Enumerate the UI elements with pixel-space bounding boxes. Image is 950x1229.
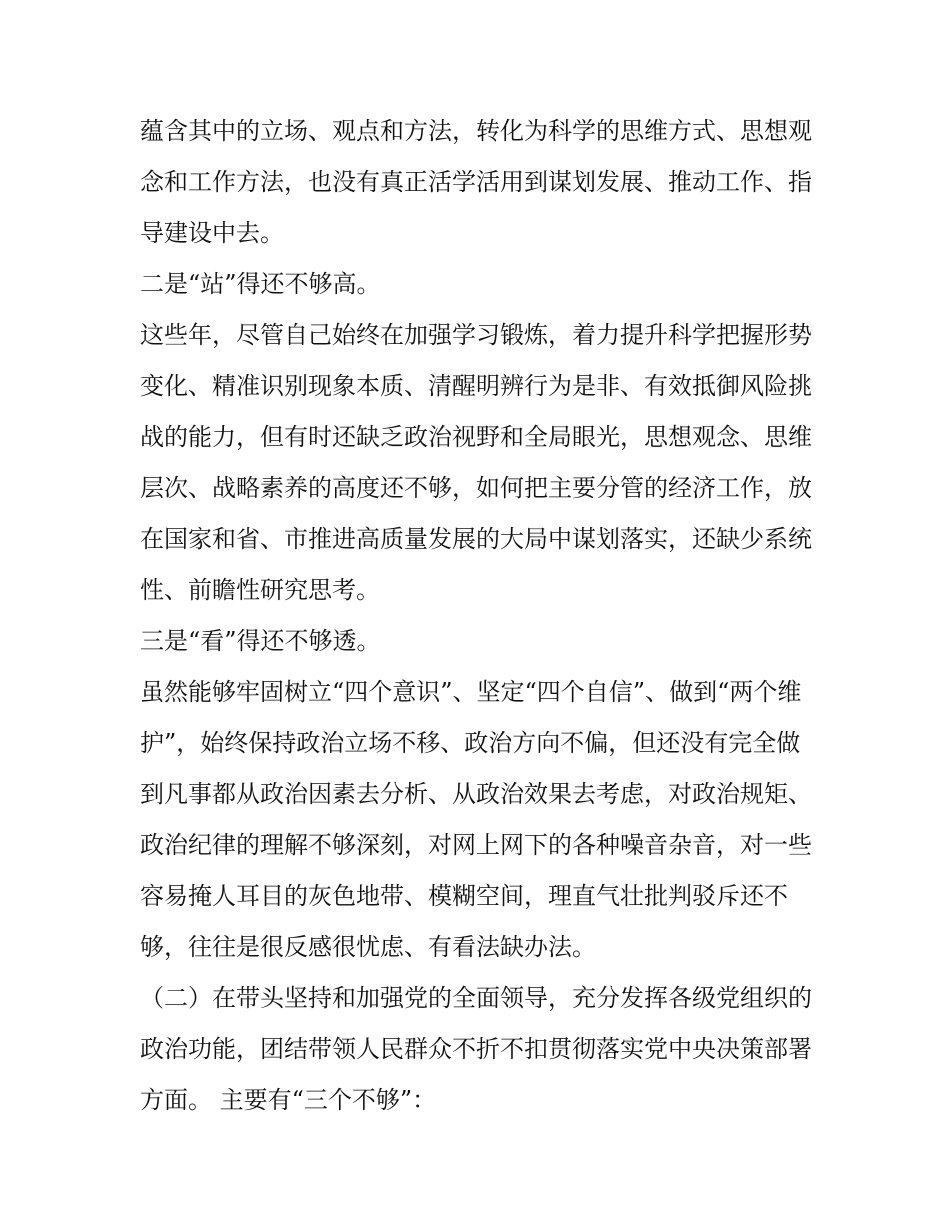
paragraph-heading-two: 二是“站”得还不够高。 bbox=[140, 270, 381, 298]
document-body bbox=[140, 106, 820, 1126]
paragraph-continuation: 蕴含其中的立场、观点和方法，转化为科学的思维方式、思想观念和工作方法，也没有真正活学活用到谋划发展、推动工作、指导建设中去。 bbox=[140, 117, 812, 247]
paragraph-section-two: （二）在带头坚持和加强党的全面领导，充分发挥各级党组织的政治功能，团结带领人民群众不折不扣贯彻落实党中央决策部署方面。 主要有“三个不够”： bbox=[140, 984, 812, 1114]
paragraph-body-three: 虽然能够牢固树立“四个意识”、坚定“四个自信”、做到“两个维护”，始终保持政治立场不移、政治方向不偏，但还没有完全做到凡事都从政治因素去分析、从政治效果去考虑，对政治规矩、政治纪律的理解不够深刻，对网上网下的各种噪音杂音，对一些容易掩人耳目的灰色地带、模糊空间，理直气壮批判驳斥还不够，往往是很反感很忧虑、有看法缺办法。 bbox=[140, 678, 812, 961]
paragraph-heading-three: 三是“看”得还不够透。 bbox=[140, 627, 381, 655]
paragraph-body-two: 这些年，尽管自己始终在加强学习锻炼，着力提升科学把握形势变化、精准识别现象本质、清醒明辨行为是非、有效抵御风险挑战的能力，但有时还缺乏政治视野和全局眼光，思想观念、思维层次、战略素养的高度还不够，如何把主要分管的经济工作，放在国家和省、市推进高质量发展的大局中谋划落实，还缺少系统性、前瞻性研究思考。 bbox=[140, 321, 812, 604]
